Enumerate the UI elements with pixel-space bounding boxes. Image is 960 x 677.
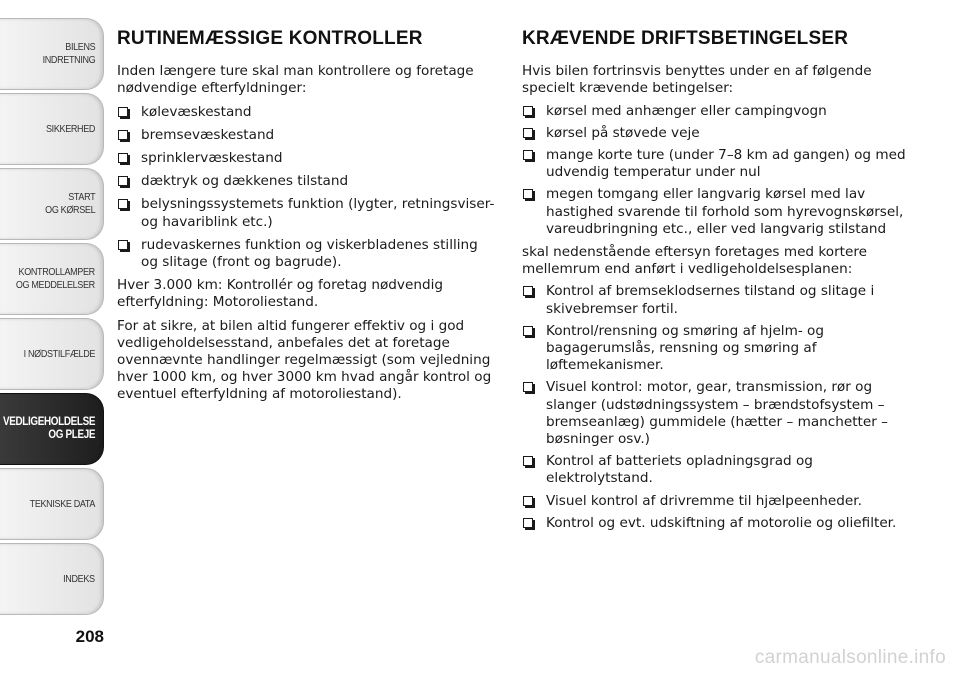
list-item <box>522 379 922 448</box>
list-item-text: Kontrol af bremseklodsernes tilstand og slitage i skivebremser fortil. <box>546 283 875 317</box>
watermark: carmanualsonline.info <box>754 647 946 668</box>
intro-text: Hvis bilen fortrinsvis benyttes under en af følgende specielt krævende betingelser: <box>522 63 872 97</box>
list-item-text: Kontrol af batteriets opladningsgrad og elektrolytstand. <box>546 453 813 487</box>
tab-label: START OG KØRSEL <box>44 191 95 216</box>
list-item-text: kørsel med anhænger eller campingvogn <box>546 102 827 119</box>
intro-text: Inden længere ture skal man kontrollere og foretage nødvendige efterfyldninger: <box>117 63 474 97</box>
checkbox-icon <box>523 496 533 506</box>
page-number: 208 <box>75 627 104 646</box>
right-column <box>522 30 922 538</box>
chapter-tabs <box>0 18 104 618</box>
tab-label: INDEKS <box>63 572 95 585</box>
list-item-text: Visuel kontrol af drivremme til hjælpeenheder. <box>546 492 862 509</box>
list-item-text: dæktryk og dækkenes tilstand <box>141 173 349 190</box>
checkbox-icon <box>118 199 128 209</box>
list-item-text: Kontrol og evt. udskiftning af motorolie og oliefilter. <box>546 514 897 531</box>
checkbox-icon <box>523 286 533 296</box>
list-item-text: megen tomgang eller langvarig kørsel med lav hastighed svarende til forhold som hyrevognskørsel, vareudbringning etc., eller ved langvarig stilstand <box>546 186 904 237</box>
list-item <box>522 515 922 532</box>
left-column <box>117 30 497 410</box>
checkbox-icon <box>523 382 533 392</box>
tab-i-nodstilfaelde[interactable] <box>0 318 104 390</box>
tab-label: KONTROLLAMPER OG MEDDELELSER <box>16 266 95 291</box>
tab-sikkerhed[interactable] <box>0 93 104 165</box>
tab-start-og-korsel[interactable] <box>0 168 104 240</box>
routine-checklist <box>117 104 497 272</box>
checkbox-icon <box>118 130 128 140</box>
list-item <box>117 237 497 271</box>
checkbox-icon <box>118 153 128 163</box>
middle-text: skal nedenstående eftersyn foretages med kortere mellemrum end anført i vedligeholdelsesplanen: <box>522 244 868 278</box>
checkbox-icon <box>523 106 533 116</box>
list-item-text: bremsevæskestand <box>141 126 275 143</box>
list-item <box>522 103 922 120</box>
tab-label: I NØDSTILFÆLDE <box>23 347 95 360</box>
list-item-text: mange korte ture (under 7–8 km ad gangen) og med udvendig temperatur under nul <box>546 147 906 181</box>
checkbox-icon <box>118 107 128 117</box>
tab-label: TEKNISKE DATA <box>29 497 95 510</box>
list-item-text: rudevaskernes funktion og viskerbladenes stilling og slitage (front og bagrude). <box>141 236 478 271</box>
checkbox-icon <box>118 240 128 250</box>
checkbox-icon <box>523 150 533 160</box>
list-item <box>522 323 922 375</box>
list-item <box>522 147 922 181</box>
tab-label: SIKKERHED <box>45 122 95 135</box>
tab-label: VEDLIGEHOLDELSE OG PLEJE <box>2 416 95 441</box>
checkbox-icon <box>523 518 533 528</box>
checkbox-icon <box>523 326 533 336</box>
checkbox-icon <box>118 176 128 186</box>
list-item-text: kørsel på støvede veje <box>546 124 700 141</box>
checkbox-icon <box>523 456 533 466</box>
list-item-text: kølevæskestand <box>141 103 252 120</box>
list-item <box>117 150 497 167</box>
list-item <box>522 283 922 317</box>
list-item <box>522 125 922 142</box>
list-item <box>522 493 922 510</box>
paragraph-maintenance: For at sikre, at bilen altid fungerer effektiv og i god vedligeholdelsesstand, anbefales det at foretage ovennævnte handlinger regelmæssigt (som vejledning hver 1000 km, og hver 3000 km hvad angår kontrol og eventuel efterfyldning af motoroliestand). <box>117 317 492 403</box>
checkbox-icon <box>523 189 533 199</box>
list-item-text: Visuel kontrol: motor, gear, transmission, rør og slanger (udstødningssystem – brændstofsystem – bremseanlæg) gummidele (hætter – manchetter – bøsninger osv.) <box>546 379 888 448</box>
paragraph-3000km: Hver 3.000 km: Kontrollér og foretag nødvendig efterfyldning: Motoroliestand. <box>117 277 443 311</box>
checks-list <box>522 283 922 532</box>
tab-bilens-indretning[interactable] <box>0 18 104 90</box>
list-item <box>522 186 922 238</box>
section-title-demanding: KRÆVENDE DRIFTSBETINGELSER <box>522 28 849 49</box>
list-item <box>522 453 922 487</box>
tab-indeks[interactable] <box>0 543 104 615</box>
tab-vedligeholdelse-active[interactable] <box>0 393 104 465</box>
section-title-routine: RUTINEMÆSSIGE KONTROLLER <box>117 28 423 49</box>
list-item <box>117 104 497 121</box>
list-item <box>117 173 497 190</box>
tab-tekniske-data[interactable] <box>0 468 104 540</box>
tab-kontrollamper[interactable] <box>0 243 104 315</box>
tab-label: BILENS INDRETNING <box>42 41 95 66</box>
list-item <box>117 196 497 230</box>
list-item <box>117 127 497 144</box>
list-item-text: Kontrol/rensning og smøring af hjelm- og bagagerumslås, rensning og smøring af løftemekanismer. <box>546 322 824 374</box>
list-item-text: belysningssystemets funktion (lygter, retningsviser- og havariblink etc.) <box>141 196 495 230</box>
list-item-text: sprinklervæskestand <box>141 150 283 167</box>
checkbox-icon <box>523 128 533 138</box>
conditions-list <box>522 103 922 238</box>
